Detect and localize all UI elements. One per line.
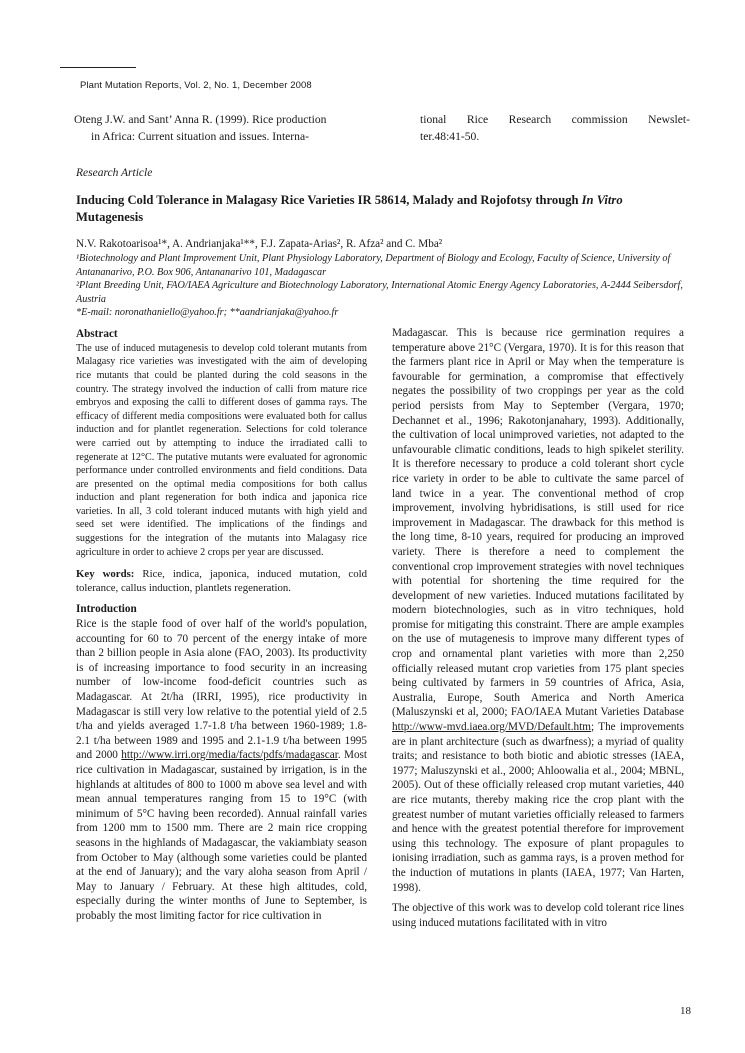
intro-left-text-a: Rice is the staple food of over half of the world's population, accounting for 60 to 70 percent of the energy intake of more than 2 billion people in Asia alone (FAO, 2003). Its productivity is of increasing importance to food security in an increasing number of low-income food-deficit countries such as Madagascar. At 2t/ha (IRRI, 1995), rice productivity in Madagascar is still very low relative to the potential yield of 2.5 t/ha and yields averaged 1.7-1.8 t/ha between 1960-1989; 1.8-2.1 t/ha between 1989 and 1995 and 2.1-1.9 t/ha between 1995 and 2000 — [76, 618, 367, 762]
intro-left-text — [76, 617, 367, 923]
keywords-text: Rice, indica, japonica, induced mutation, cold tolerance, callus induction, plantlets regeneration. — [76, 568, 367, 595]
left-column — [76, 328, 367, 923]
abstract-heading: Abstract — [76, 328, 118, 340]
email-line: *E-mail: noronathaniello@yahoo.fr; **aandrianjaka@yahoo.fr — [76, 307, 339, 318]
reference-right — [420, 111, 690, 145]
right-column — [392, 326, 684, 930]
reference-right-line2: ter.48:41-50. — [420, 130, 480, 143]
keywords-label: Key words: — [76, 568, 135, 581]
reference-left — [74, 111, 374, 145]
reference-left-line1: Oteng J.W. and Sant’ Anna R. (1999). Rice production — [74, 113, 327, 126]
intro-right-text — [392, 326, 684, 895]
intro-right-text-a: Madagascar. This is because rice germination requires a temperature above 21°C (Vergara, 1970). It is for this reason that the farmers plant rice in April or May when the temperature is favourable for germination, a compromise that effectively negates the possibility of two croppings per year as the cold period persists from May to September (Vergara, 1970; Dechannet et al., 1996; Rakotonjanahary, 1993). Additionally, the cultivation of local unimproved varieties, not adapted to the unfavourable climatic conditions, leads to high spikelet sterility. It is therefore necessary to produce a cold tolerant short cycle rice variety in order to be able to cultivate the same parcel of land twice in a year. The conventional method of crop improvement, involving hybridisations, is still used for rice improvement in Madagascar. The drawback for this method is the long time, 8-10 years, required for producing an improved variety. There is therefore a need to complement the conventional crop improvement strategies with novel techniques with potential for shortening the time required for the development of new varieties. Induced mutations facilitated by modern biotechnologies, such as in vitro techniques, hold promise for mitigating this constraint. There are ample examples on the use of mutagenesis to improve many different types of crop and ornamental plant varieties with more than 2,250 officially released mutant crop varieties from 175 plant species being cultivated by farmers in 59 countries of Africa, Asia, Australia, Europe, South America and North America (Maluszynski et al, 2000; FAO/IAEA Mutant Varieties Database — [392, 327, 684, 719]
intro-right-text-b: ; The improvements are in plant architecture (such as dwarfness); a myriad of quality traits; and resistance to both biotic and abiotic stresses (IAEA, 1977; Maluszynski et al., 2000; Ahloowalia et al., 2004; MBNL, 2005). Out of these officially released crop mutant varieties, 440 are rice mutants, thereby making rice the crop plant with the greatest number of mutant varieties officially released to farmers and hence with the greatest potential therefore for improvement using this technology. The exposure of plant propagules to ionising irradiation, such as gamma rays, is a proven method for the induction of mutations in plants (IAEA, 1977; Van Harten, 1998). — [392, 721, 684, 894]
article-title — [76, 192, 691, 226]
reference-left-line2: in Africa: Current situation and issues. Interna- — [91, 130, 309, 143]
iaea-mvd-link[interactable]: http://www-mvd.iaea.org/MVD/Default.htm — [392, 721, 591, 734]
article-type-label: Research Article — [76, 167, 153, 179]
irri-link[interactable]: http://www.irri.org/media/facts/pdfs/madagascar — [121, 749, 338, 762]
title-main: Inducing Cold Tolerance in Malagasy Rice Varieties IR 58614, Malady and Rojofotsy through — [76, 193, 582, 207]
abstract-text: The use of induced mutagenesis to develop cold tolerant mutants from Malagasy rice varieties was investigated with the aim of developing rice mutants that could be planted during the cold seasons in the country. The strategy involved the induction of calli from mature rice embryos and exposing the calli to different doses of gamma rays. The efficacy of different media compositions were evaluated both for callus induction and for plantlet regeneration. Selections for cold tolerance were carried out by attempting to induce the irradiated calli to regenerate at 12°C. The putative mutants were evaluated for agronomic performance under controlled environments and field conditions. Data are presented on the optimal media compositions for both callus induction and plant regeneration for both indica and japonica rice varieties. In all, 3 cold tolerant induced mutants with high yield and seed set were identified. The implications of the findings and suggestions for the integration of the mutants into Malagasy rice agriculture in order to achieve 2 crops per year are discussed. — [76, 342, 367, 558]
keywords — [76, 567, 367, 595]
title-italic: In Vitro — [581, 193, 623, 207]
running-head: Plant Mutation Reports, Vol. 2, No. 1, December 2008 — [80, 80, 312, 91]
intro-left-text-b: . Most rice cultivation in Madagascar, sustained by irrigation, is in the highlands at altitudes of 800 to 1000 m above sea level and with mean annual temperatures ranging from 15 to 19°C (with minimum of 5°C having been recorded). Annual rainfall varies from 1200 mm to 1500 mm. There are 2 main rice cropping seasons in the highlands of Madagascar, the vakiambiaty season from October to May (although some varieties could be planted at the end of January); and the vary aloha season from April / May to January / February. At these high altitudes, cold, especially during the winter months of June to September, is probably the most limiting factor for rice cultivation in — [76, 749, 367, 922]
page-number: 18 — [680, 1005, 691, 1017]
introduction-heading: Introduction — [76, 603, 137, 616]
intro-right-para2: The objective of this work was to develop cold tolerant rice lines using induced mutations facilitated with in vitro — [392, 902, 684, 929]
reference-right-line1: tional Rice Research commission Newslet- — [420, 113, 690, 126]
affiliation-1: ¹Biotechnology and Plant Improvement Unit, Plant Physiology Laboratory, Department of Biology and Ecology, Faculty of Science, University of Antananarivo, P.O. Box 906, Antananarivo 101, Madagascar — [76, 253, 671, 278]
authors: N.V. Rakotoarisoa¹*, A. Andrianjaka¹**, F.J. Zapata-Arias², R. Afza² and C. Mba² — [76, 238, 443, 250]
header-rule — [60, 67, 136, 68]
affiliation-2: ²Plant Breeding Unit, FAO/IAEA Agriculture and Biotechnology Laboratory, International Atomic Energy Agency Laboratories, A-2444 Seibersdorf, Austria — [76, 280, 683, 305]
title-line2: Mutagenesis — [76, 210, 144, 224]
